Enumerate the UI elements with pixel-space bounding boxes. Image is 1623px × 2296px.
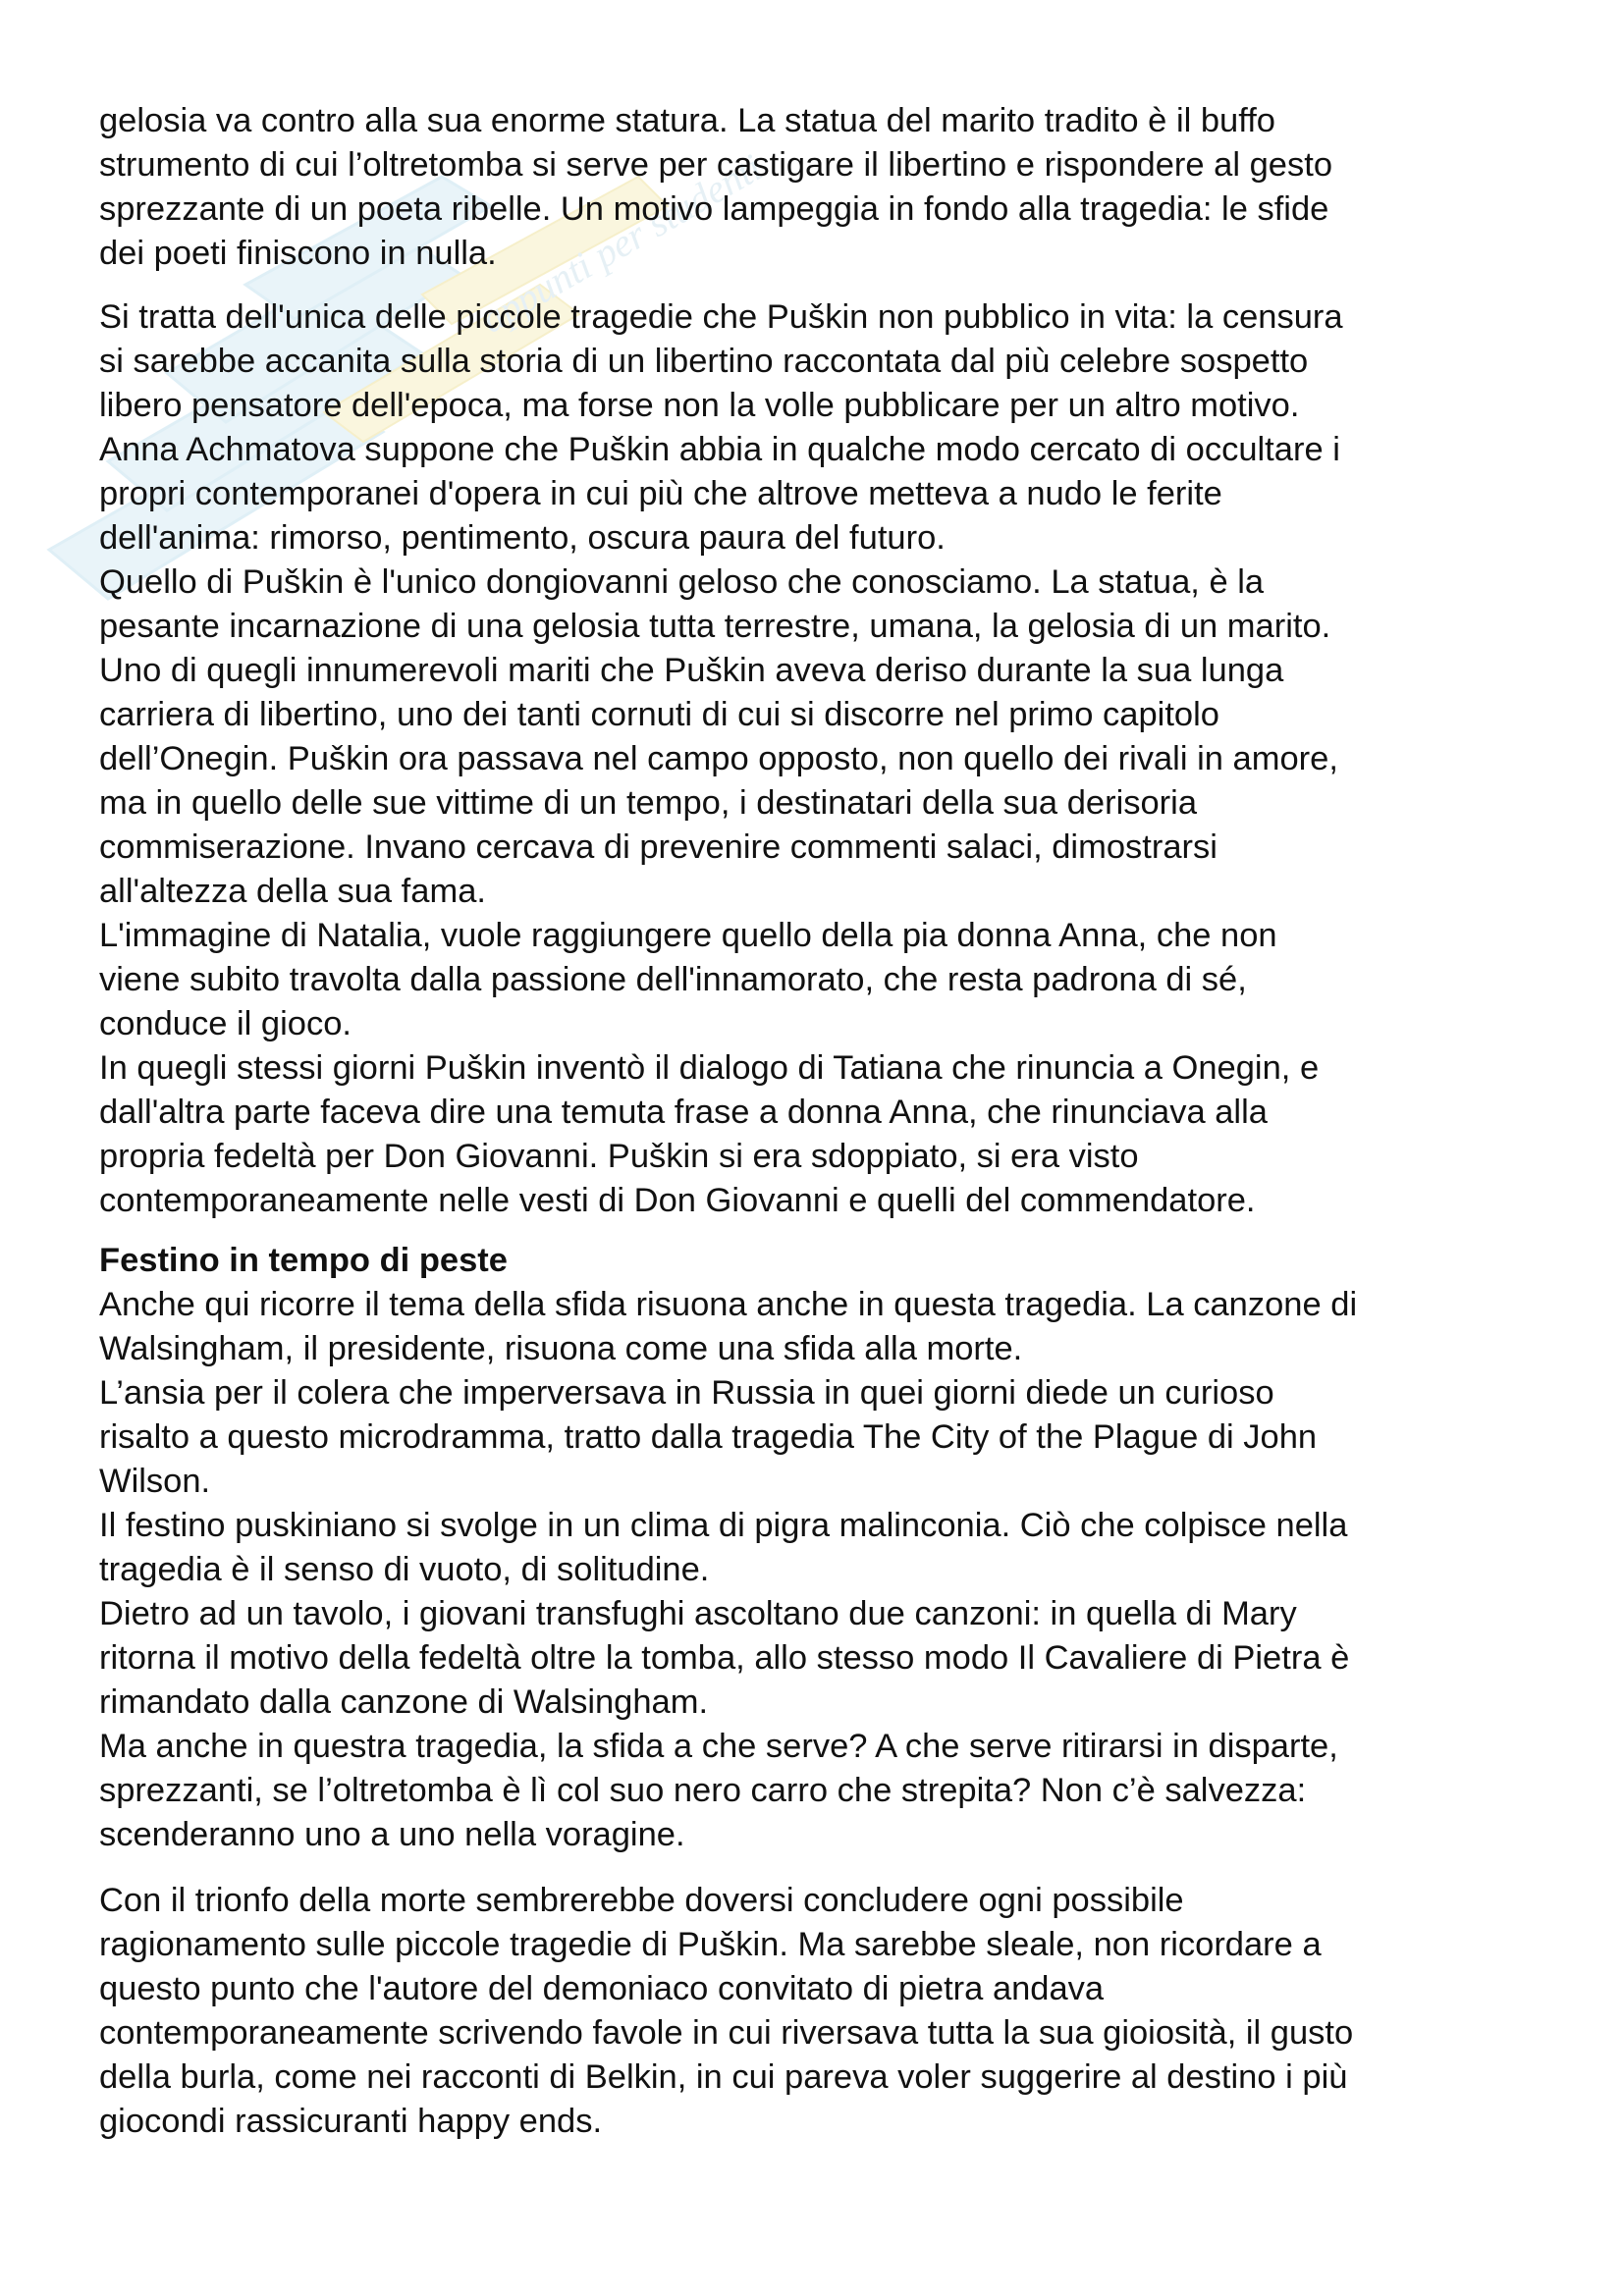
text-line: Ma anche in questra tragedia, la sfida a che serve? A che serve ritirarsi in disparte, (99, 1728, 1338, 1765)
paragraph-2 (99, 295, 1533, 1223)
text-line: Wilson. (99, 1463, 211, 1500)
text-line: carriera di libertino, uno dei tanti cornuti di cui si discorre nel primo capitolo (99, 696, 1219, 733)
text-line: risalto a questo microdramma, tratto dalla tragedia The City of the Plague di John (99, 1418, 1318, 1456)
section-heading: Festino in tempo di peste (99, 1242, 508, 1279)
text-line: dall'altra parte faceva dire una temuta frase a donna Anna, che rinunciava alla (99, 1094, 1268, 1131)
text-line: Si tratta dell'unica delle piccole tragedie che Puškin non pubblico in vita: la censura (99, 298, 1343, 336)
text-line: L’ansia per il colera che imperversava in Russia in quei giorni diede un curioso (99, 1374, 1274, 1412)
text-line: Il festino puskiniano si svolge in un clima di pigra malinconia. Ciò che colpisce nella (99, 1507, 1348, 1544)
text-line: scenderanno uno a uno nella voragine. (99, 1816, 685, 1853)
text-line: questo punto che l'autore del demoniaco convitato di pietra andava (99, 1970, 1105, 2007)
text-line: propria fedeltà per Don Giovanni. Puškin si era sdoppiato, si era visto (99, 1138, 1139, 1175)
text-line: Uno di quegli innumerevoli mariti che Puškin aveva deriso durante la sua lunga (99, 652, 1284, 689)
text-line: sprezzante di un poeta ribelle. Un motivo lampeggia in fondo alla tragedia: le sfide (99, 190, 1329, 228)
text-line: sprezzanti, se l’oltretomba è lì col suo nero carro che strepita? Non c’è salvezza: (99, 1772, 1307, 1809)
text-line: dell’Onegin. Puškin ora passava nel campo opposto, non quello dei rivali in amore, (99, 740, 1338, 777)
text-line: viene subito travolta dalla passione dell'innamorato, che resta padrona di sé, (99, 961, 1247, 998)
text-line: della burla, come nei racconti di Belkin, in cui pareva voler suggerire al destino i più (99, 2058, 1348, 2096)
text-line: Walsingham, il presidente, risuona come una sfida alla morte. (99, 1330, 1023, 1367)
text-line: tragedia è il senso di vuoto, di solitudine. (99, 1551, 710, 1588)
watermark-text: appunti per studenti (473, 144, 770, 342)
text-line: Anche qui ricorre il tema della sfida risuona anche in questa tragedia. La canzone di (99, 1286, 1358, 1323)
paragraph-4 (99, 1879, 1533, 2144)
text-line: ma in quello delle sue vittime di un tempo, i destinatari della sua derisoria (99, 784, 1198, 822)
text-line: all'altezza della sua fama. (99, 873, 486, 910)
text-line: strumento di cui l’oltretomba si serve per castigare il libertino e rispondere al gesto (99, 146, 1333, 184)
text-line: conduce il gioco. (99, 1005, 352, 1042)
text-line: ritorna il motivo della fedeltà oltre la tomba, allo stesso modo Il Cavaliere di Pietra è (99, 1639, 1350, 1677)
text-line: contemporaneamente nelle vesti di Don Giovanni e quelli del commendatore. (99, 1182, 1256, 1219)
text-line: dei poeti finiscono in nulla. (99, 235, 497, 272)
text-line: contemporaneamente scrivendo favole in cui riversava tutta la sua gioiosità, il gusto (99, 2014, 1354, 2052)
text-line: rimandato dalla canzone di Walsingham. (99, 1683, 709, 1721)
text-line: giocondi rassicuranti happy ends. (99, 2103, 603, 2140)
section-festino (99, 1239, 1533, 1857)
text-line: L'immagine di Natalia, vuole raggiungere quello della pia donna Anna, che non (99, 917, 1277, 954)
text-line: pesante incarnazione di una gelosia tutta terrestre, umana, la gelosia di un marito. (99, 608, 1331, 645)
document-page (99, 99, 1533, 2144)
text-line: libero pensatore dell'epoca, ma forse non la volle pubblicare per un altro motivo. (99, 387, 1300, 424)
text-line: gelosia va contro alla sua enorme statura. La statua del marito tradito è il buffo (99, 102, 1275, 139)
text-line: dell'anima: rimorso, pentimento, oscura paura del futuro. (99, 519, 946, 557)
text-line: Anna Achmatova suppone che Puškin abbia in qualche modo cercato di occultare i (99, 431, 1340, 468)
paragraph-1 (99, 99, 1533, 276)
text-line: Quello di Puškin è l'unico dongiovanni geloso che conosciamo. La statua, è la (99, 563, 1265, 601)
text-line: Con il trionfo della morte sembrerebbe doversi concludere ogni possibile (99, 1882, 1184, 1919)
text-line: commiserazione. Invano cercava di prevenire commenti salaci, dimostrarsi (99, 828, 1217, 866)
text-line: ragionamento sulle piccole tragedie di Puškin. Ma sarebbe sleale, non ricordare a (99, 1926, 1322, 1963)
text-line: In quegli stessi giorni Puškin inventò il dialogo di Tatiana che rinuncia a Onegin, e (99, 1049, 1320, 1087)
text-line: Dietro ad un tavolo, i giovani transfughi ascoltano due canzoni: in quella di Mary (99, 1595, 1297, 1632)
text-line: si sarebbe accanita sulla storia di un libertino raccontata dal più celebre sospetto (99, 343, 1309, 380)
text-line: propri contemporanei d'opera in cui più che altrove metteva a nudo le ferite (99, 475, 1222, 512)
